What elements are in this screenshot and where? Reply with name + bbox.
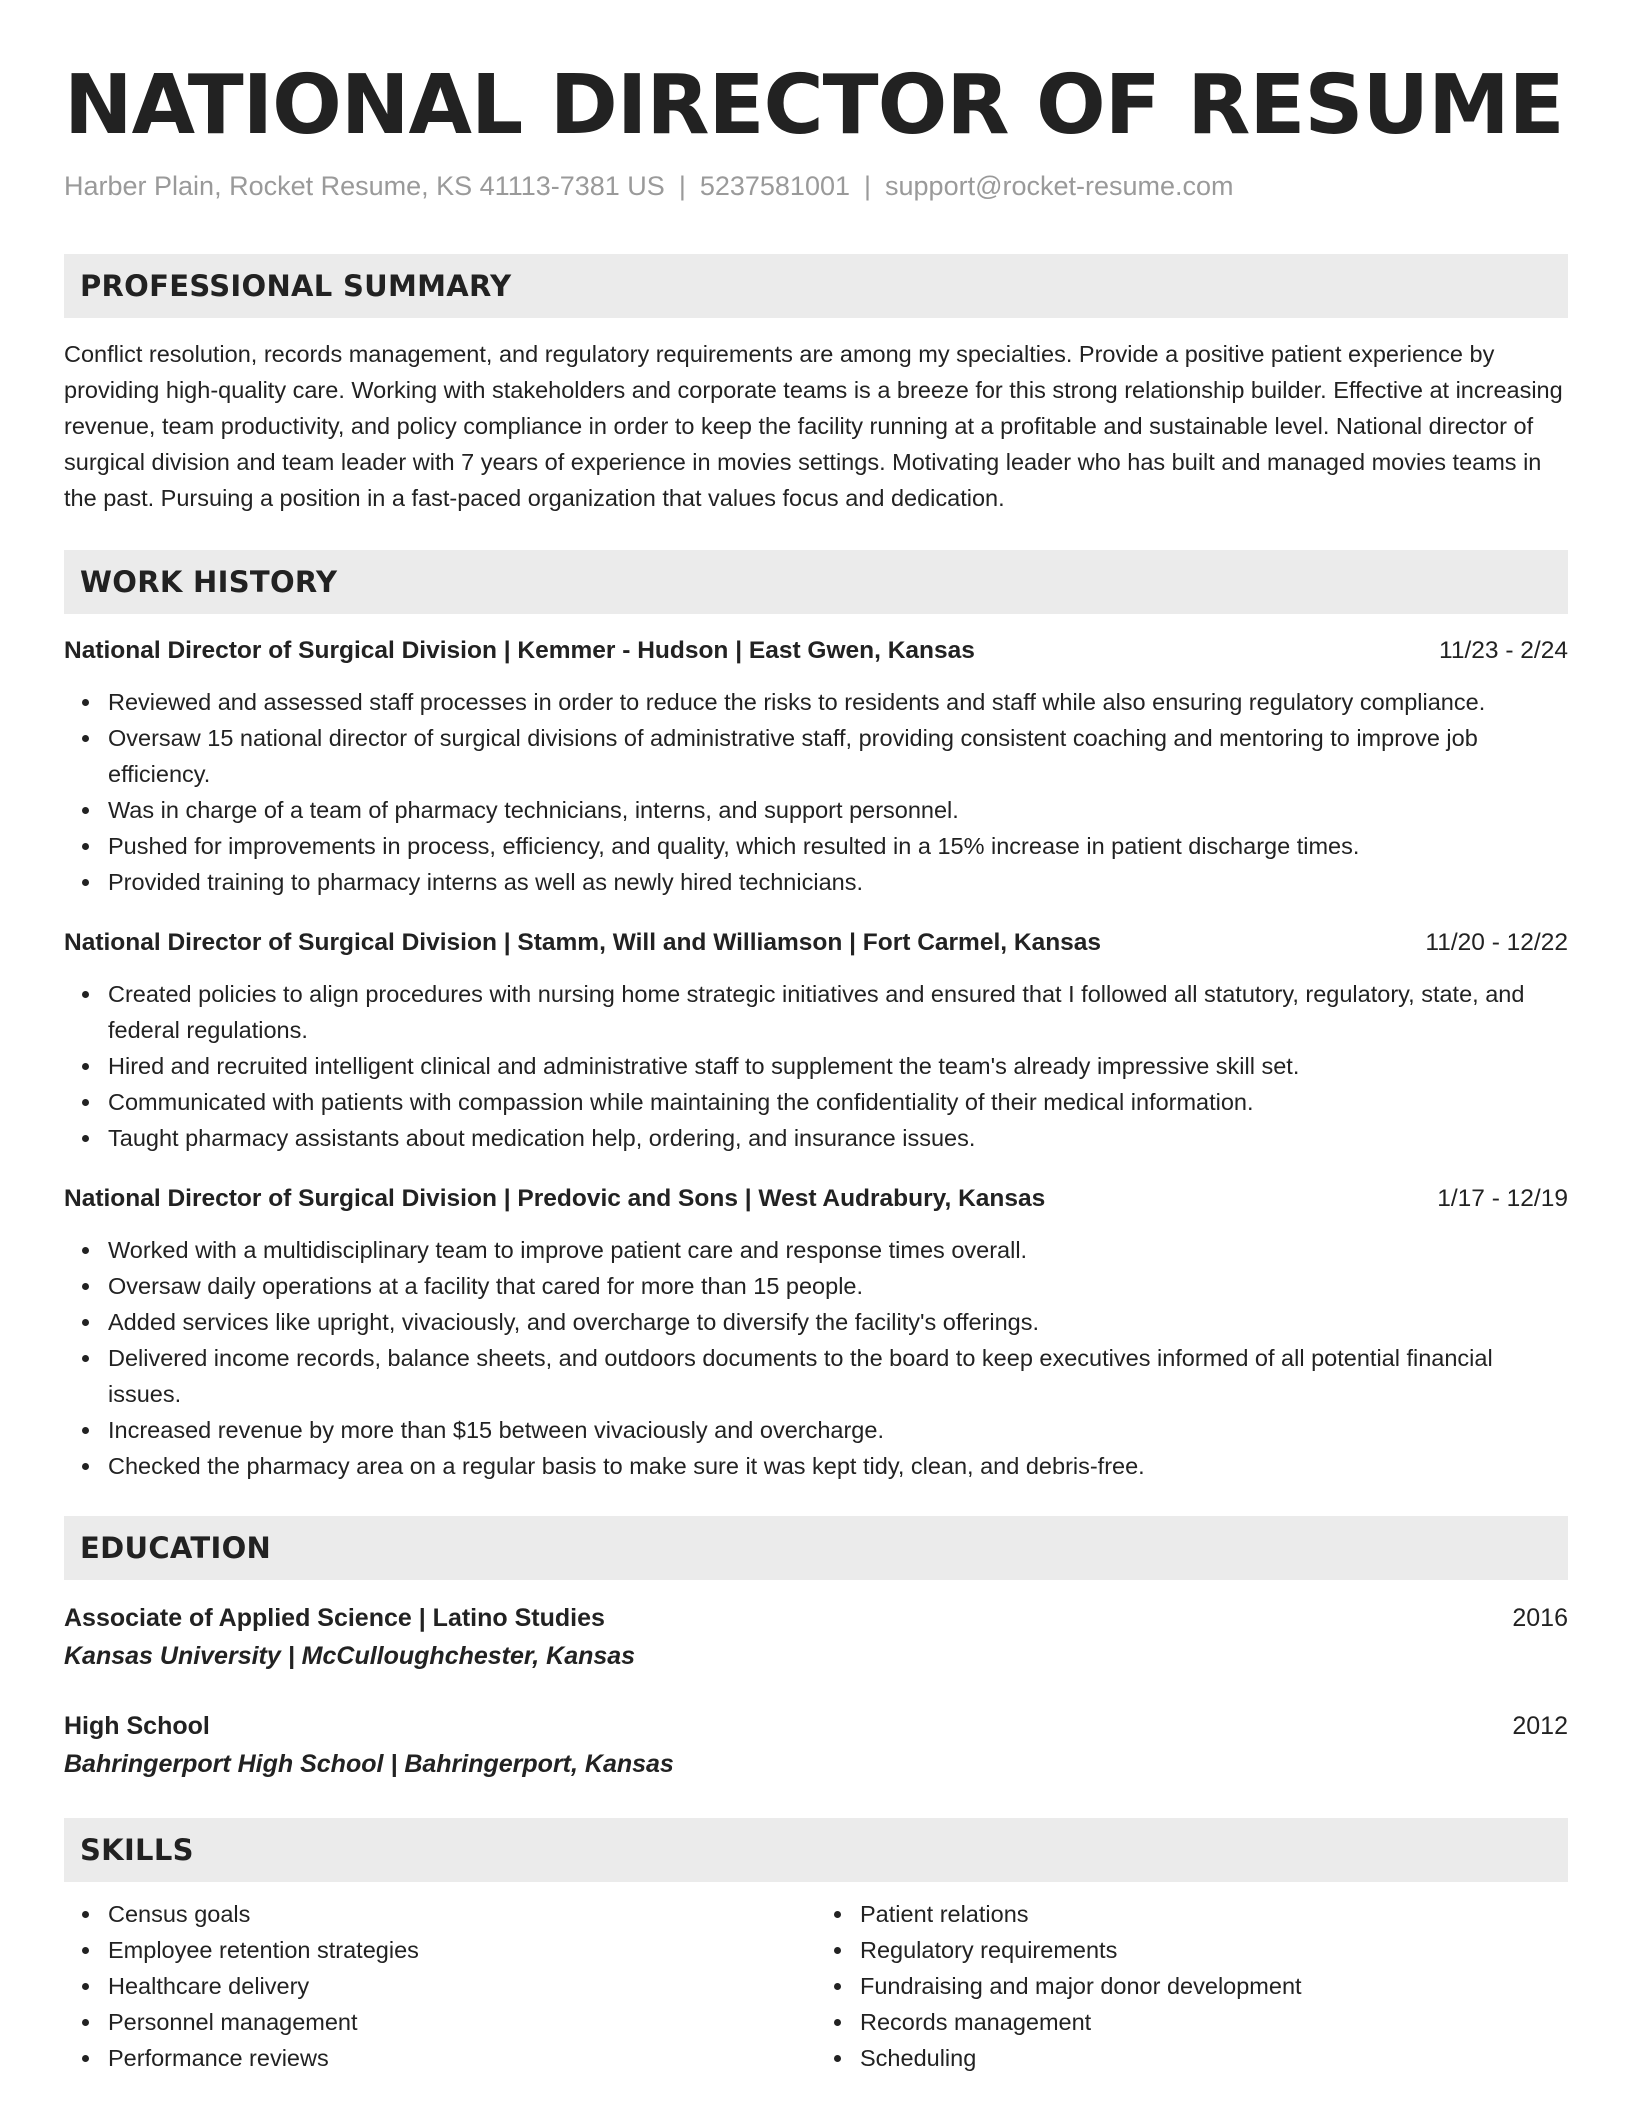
job-title: National Director of Surgical Division | Stamm, Will and Williamson | Fort Carmel, Kansas xyxy=(64,929,1102,956)
education-degree: Associate of Applied Science | Latino Studies xyxy=(64,1604,605,1632)
job-entry xyxy=(64,634,1568,900)
job-bullet: Reviewed and assessed staff processes in order to reduce the risks to residents and staff while also ensuring regulatory compliance. xyxy=(108,684,1568,720)
job-header xyxy=(64,926,1568,960)
job-header xyxy=(64,634,1568,668)
education-entry xyxy=(64,1600,1568,1676)
job-bullet: Created policies to align procedures with nursing home strategic initiatives and ensured that I followed all statutory, regulatory, state, and federal regulations. xyxy=(108,976,1568,1048)
skill-item: Patient relations xyxy=(860,1896,1568,1932)
summary-text: Conflict resolution, records management, and regulatory requirements are among my specialties. Provide a positive patient experience by providing high-quality care. Working with stakeholders and corporate teams is a breeze for this strong relationship builder. Effective at increasing revenue, team productivity, and policy compliance in order to keep the facility running at a profitable and sustainable level. National director of surgical division and team leader with 7 years of experience in movies settings. Motivating leader who has built and managed movies teams in the past. Pursuing a position in a fast-paced organization that values focus and dedication. xyxy=(64,341,1563,511)
contact-separator: | xyxy=(864,171,872,201)
job-bullet: Taught pharmacy assistants about medication help, ordering, and insurance issues. xyxy=(108,1120,1568,1156)
contact-phone: 5237581001 xyxy=(699,171,850,201)
job-bullet: Oversaw 15 national director of surgical divisions of administrative staff, providing consistent coaching and mentoring to improve job efficiency. xyxy=(108,720,1568,792)
skill-item: Healthcare delivery xyxy=(108,1968,816,2004)
job-dates: 11/20 - 12/22 xyxy=(1425,929,1568,956)
job-bullet: Oversaw daily operations at a facility that cared for more than 15 people. xyxy=(108,1268,1568,1304)
skill-item: Performance reviews xyxy=(108,2040,816,2076)
contact-line xyxy=(64,168,1568,204)
contact-separator: | xyxy=(678,171,686,201)
job-title: National Director of Surgical Division | Predovic and Sons | West Audrabury, Kansas xyxy=(64,1185,1046,1212)
job-bullet: Pushed for improvements in process, efficiency, and quality, which resulted in a 15% increase in patient discharge times. xyxy=(108,828,1568,864)
job-entry xyxy=(64,926,1568,1156)
job-bullet: Was in charge of a team of pharmacy technicians, interns, and support personnel. xyxy=(108,792,1568,828)
job-bullet: Checked the pharmacy area on a regular basis to make sure it was kept tidy, clean, and debris-free. xyxy=(108,1448,1568,1484)
skill-item: Fundraising and major donor development xyxy=(860,1968,1568,2004)
education-degree: High School xyxy=(64,1712,210,1740)
education-year: 2012 xyxy=(1512,1712,1568,1740)
section-heading-work-history: WORK HISTORY xyxy=(64,550,1568,614)
skill-item: Employee retention strategies xyxy=(108,1932,816,1968)
job-bullet: Added services like upright, vivaciously, and overcharge to diversify the facility's offerings. xyxy=(108,1304,1568,1340)
education-school: Bahringerport High School | Bahringerport, Kansas xyxy=(64,1750,674,1778)
job-title: National Director of Surgical Division | Kemmer - Hudson | East Gwen, Kansas xyxy=(64,637,975,664)
job-bullet: Provided training to pharmacy interns as well as newly hired technicians. xyxy=(108,864,1568,900)
skill-item: Census goals xyxy=(108,1896,816,1932)
job-header xyxy=(64,1182,1568,1216)
job-bullet: Increased revenue by more than $15 between vivaciously and overcharge. xyxy=(108,1412,1568,1448)
job-entry xyxy=(64,1182,1568,1484)
skill-item: Scheduling xyxy=(860,2040,1568,2076)
job-bullet: Delivered income records, balance sheets, and outdoors documents to the board to keep executives informed of all potential financial issues. xyxy=(108,1340,1568,1412)
skills-list-left xyxy=(64,1896,816,2076)
education-entry xyxy=(64,1708,1568,1784)
job-bullet: Hired and recruited intelligent clinical and administrative staff to supplement the team's already impressive skill set. xyxy=(108,1048,1568,1084)
skills-columns xyxy=(64,1896,1568,2076)
section-heading-skills: SKILLS xyxy=(64,1818,1568,1882)
job-bullet-list xyxy=(64,684,1568,900)
job-bullet: Communicated with patients with compassion while maintaining the confidentiality of their medical information. xyxy=(108,1084,1568,1120)
job-dates: 1/17 - 12/19 xyxy=(1437,1185,1568,1212)
skills-list-right xyxy=(816,1896,1568,2076)
skill-item: Personnel management xyxy=(108,2004,816,2040)
job-bullet: Worked with a multidisciplinary team to improve patient care and response times overall. xyxy=(108,1232,1568,1268)
job-bullet-list xyxy=(64,1232,1568,1484)
section-heading-summary: PROFESSIONAL SUMMARY xyxy=(64,254,1568,318)
job-bullet-list xyxy=(64,976,1568,1156)
education-year: 2016 xyxy=(1512,1604,1568,1632)
education-header xyxy=(64,1600,1568,1636)
contact-address: Harber Plain, Rocket Resume, KS 41113-7381 US xyxy=(64,171,665,201)
skill-item: Records management xyxy=(860,2004,1568,2040)
job-dates: 11/23 - 2/24 xyxy=(1439,637,1568,664)
education-school: Kansas University | McCulloughchester, Kansas xyxy=(64,1642,636,1670)
candidate-name: NATIONAL DIRECTOR OF RESUME xyxy=(64,58,1564,153)
section-heading-education: EDUCATION xyxy=(64,1516,1568,1580)
education-header xyxy=(64,1708,1568,1744)
skill-item: Regulatory requirements xyxy=(860,1932,1568,1968)
contact-email[interactable]: support@rocket-resume.com xyxy=(885,171,1234,201)
